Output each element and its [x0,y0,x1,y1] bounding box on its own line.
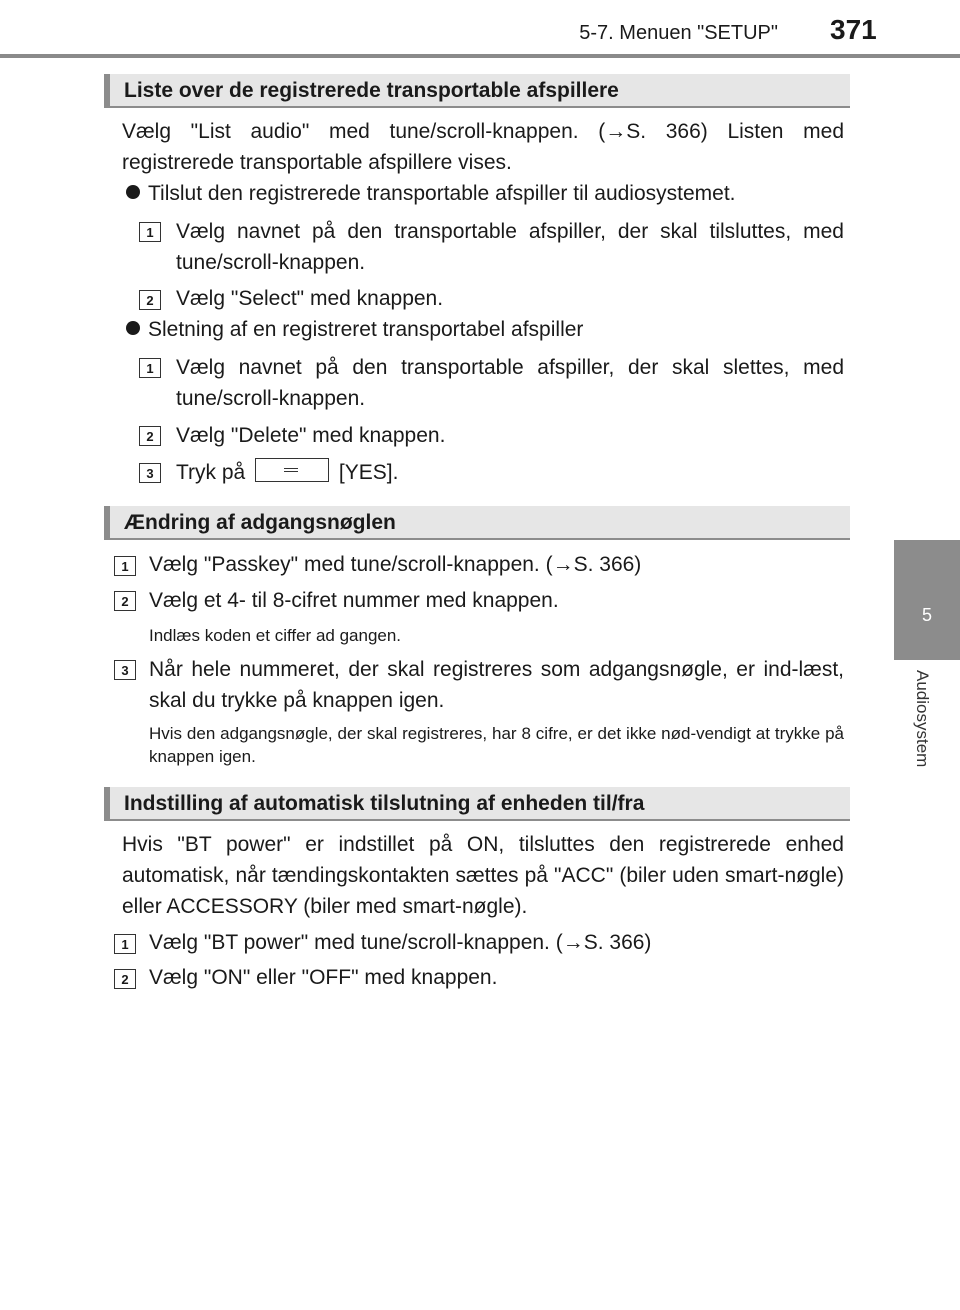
bullet-dot-icon [126,185,140,199]
section3-intro: Hvis "BT power" er indstillet på ON, tilsluttes den registrerede enhed automatisk, når tændingskontakten sættes på "ACC" (biler uden smart-nøgle) eller ACCESSORY (biler med smart-nøgle). [122,833,844,918]
step-number: 2 [114,591,136,611]
section-heading-passkey: Ændring af adgangsnøglen [104,506,850,540]
step-number: 2 [139,426,161,446]
delete-step-2: Vælg "Delete" med knappen. [176,424,446,447]
chapter-title: 5-7. Menuen "SETUP" [579,22,778,44]
passkey-note-1: Indlæs koden et ciffer ad gangen. [149,626,402,645]
passkey-step-1: Vælg "Passkey" med tune/scroll-knappen. (→S. 366) [149,553,642,576]
step-number: 3 [114,660,136,680]
passkey-step-3: Når hele nummeret, der skal registreres som adgangsnøgle, er ind-læst, skal du trykke på knappen igen. [149,658,844,712]
step-number: 1 [139,222,161,242]
section-heading-player-list: Liste over de registrerede transportable afspillere [104,74,850,108]
step-number: 1 [114,934,136,954]
step-number: 2 [139,290,161,310]
passkey-note-2: Hvis den adgangsnøgle, der skal registreres, har 8 cifre, er det ikke nød-vendigt at trykke på knappen igen. [149,724,844,766]
step-number: 1 [139,358,161,378]
connect-step-2: Vælg "Select" med knappen. [176,287,444,310]
bt-power-step-1: Vælg "BT power" med tune/scroll-knappen. (→S. 366) [149,931,652,954]
delete-step-1: Vælg navnet på den transportable afspiller, der skal slettes, med tune/scroll-knappen. [176,356,844,410]
chapter-tab-number: 5 [921,605,932,625]
page-number: 371 [830,14,877,45]
bullet-connect: Tilslut den registrerede transportable afspiller til audiosystemet. [126,178,846,209]
step-number: 1 [114,556,136,576]
chapter-tab-label: Audiosystem [913,670,932,768]
header-divider [0,54,960,58]
delete-step-3: Tryk på [YES]. [176,457,844,488]
bullet-dot-icon [126,321,140,335]
section1-intro: Vælg "List audio" med tune/scroll-knappen. (→S. 366) Listen med registrerede transportable afspillere vises. [122,120,844,174]
connect-step-1: Vælg navnet på den transportable afspiller, der skal tilsluttes, med tune/scroll-knappen. [176,220,844,274]
chapter-tab [894,540,960,660]
section-heading-auto-connect: Indstilling af automatisk tilslutning af enheden til/fra [104,787,850,821]
passkey-step-2: Vælg et 4- til 8-cifret nummer med knappen. [149,589,559,612]
bt-power-step-2: Vælg "ON" eller "OFF" med knappen. [149,966,498,989]
button-symbol-icon [255,458,329,482]
bullet-delete: Sletning af en registreret transportabel afspiller [126,314,846,345]
step-number: 2 [114,969,136,989]
step-number: 3 [139,463,161,483]
